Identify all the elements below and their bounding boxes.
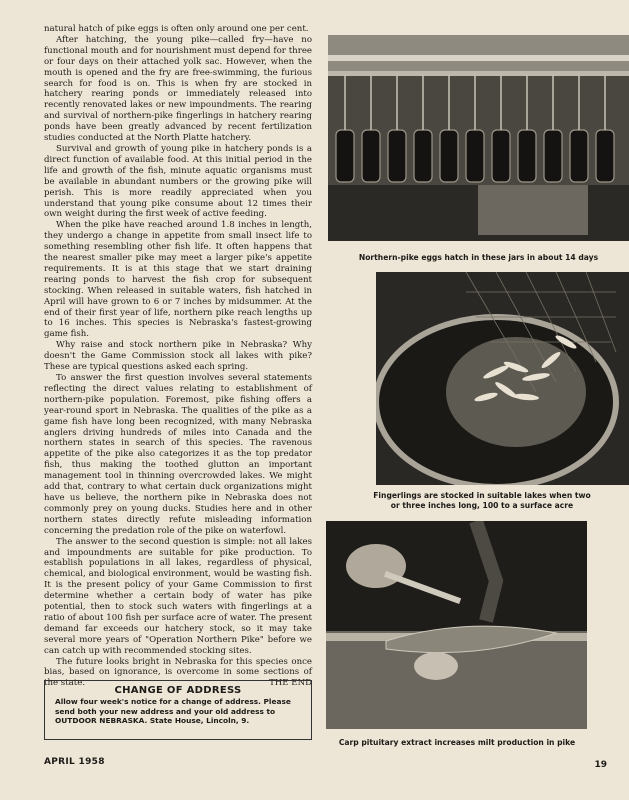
change-of-address-title: CHANGE OF ADDRESS	[114, 685, 242, 696]
photo-caption: Carp pituitary extract increases milt production in pike	[338, 738, 576, 747]
photo-caption: Northern-pike eggs hatch in these jars in about 14 days	[358, 253, 599, 262]
article-paragraph: When the pike have reached around 1.8 inches in length, they undergo a change in appetite from small insect life to something resembling other fish life. It often happens that the nearest smaller pike may meet a larger pike's appetite requirements. It is at this stage that we start draining rearing ponds to harvest the fish crop for subsequent stocking. When released in suitable waters, fish hatched in April will have grown to 6 or 7 inches by midsummer. At the end of their first year of life, northern pike reach lengths up to 16 inches. This species is Nebraska's fastest-growing game fish.	[44, 220, 312, 340]
photo-caption: Fingerlings are stocked in suitable lakes when two or three inches long, 100 to a surface acre	[373, 491, 591, 510]
pike-handling-illustration	[326, 521, 587, 729]
article-paragraph: Why raise and stock northern pike in Nebraska? Why doesn't the Game Commission stock all lakes with pike? These are typical questions asked each spring.	[44, 340, 312, 373]
hatching-jars-illustration	[328, 35, 629, 241]
fingerlings-illustration	[376, 272, 629, 485]
change-of-address-box	[44, 680, 312, 740]
fingerlings-photo	[376, 272, 629, 485]
article-paragraph-text: The future looks bright in Nebraska for this species once bias, based on ignorance, is overcome in some sections of the state.	[44, 656, 312, 689]
article-paragraph: natural hatch of pike eggs is often only around one per cent.	[44, 24, 309, 34]
hatching-jars-photo	[328, 35, 629, 241]
article-column	[44, 24, 312, 689]
article-paragraph: Survival and growth of young pike in hatchery ponds is a direct function of available food. At this initial period in the life and growth of the fish, minute aquatic organisms must be available in abundant numbers or the growing pike will perish. This is more readily appreciated when you understand that young pike consume about 12 times their own weight during the first week of active feeding.	[44, 143, 312, 220]
page-number: 19	[594, 760, 607, 770]
article-paragraph: After hatching, the young pike—called fry—have no functional mouth and for nourishment must depend for three or four days on their attached yolk sac. However, when the mouth is opened and the fry are free-swimming, the furious search for food is on. This is when fry are stocked in hatchery rearing ponds or immediately released into recently renovated lakes or new impoundments. The rearing and survival of northern-pike fingerlings in hatchery rearing ponds have been greatly advanced by recent fertilization studies conducted at the North Platte hatchery.	[44, 34, 312, 144]
pike-handling-photo	[326, 521, 587, 729]
issue-date: APRIL 1958	[44, 757, 105, 767]
article-paragraph: To answer the first question involves several statements reflecting the direct values relating to establishment of northern-pike population. Foremost, pike fishing offers a year-round sport in Nebraska. The qualities of the pike as a game fish have long been recognized, with many Nebraska anglers driving hundreds of miles into Canada and the northern states in search of this species. The ravenous appetite of the pike also categorizes it as the top predator fish, thus making the toothed glutton an important management tool in thinning overcrowded lakes. We might add that, contrary to what certain duck organizations might have us believe, the northern pike in Nebraska does not commonly prey on young ducks. Studies here and in other northern states directly refute misleading information concerning the predation role of the pike on waterfowl.	[44, 373, 312, 536]
change-of-address-body: Allow four week's notice for a change of address. Please send both your new address and your old address to OUTDOOR NEBRASKA. State House, Lincoln, 9.	[55, 697, 291, 726]
article-paragraph: The answer to the second question is simple: not all lakes and impoundments are suitable for pike production. To establish populations in all lakes, regardless of physical, chemical, and biological environment, would be wasting fish. It is the present policy of your Game Commission to first determine whether a certain body of water has pike potential, then to stock such waters with fingerlings at a ratio of about 100 fish per surface acre of water. The present demand far exceeds our hatchery stock, so it may take several more years of "Operation Northern Pike" before we can catch up with recommended stocking sites.	[44, 536, 312, 656]
the-end-marker: THE END	[269, 678, 312, 689]
